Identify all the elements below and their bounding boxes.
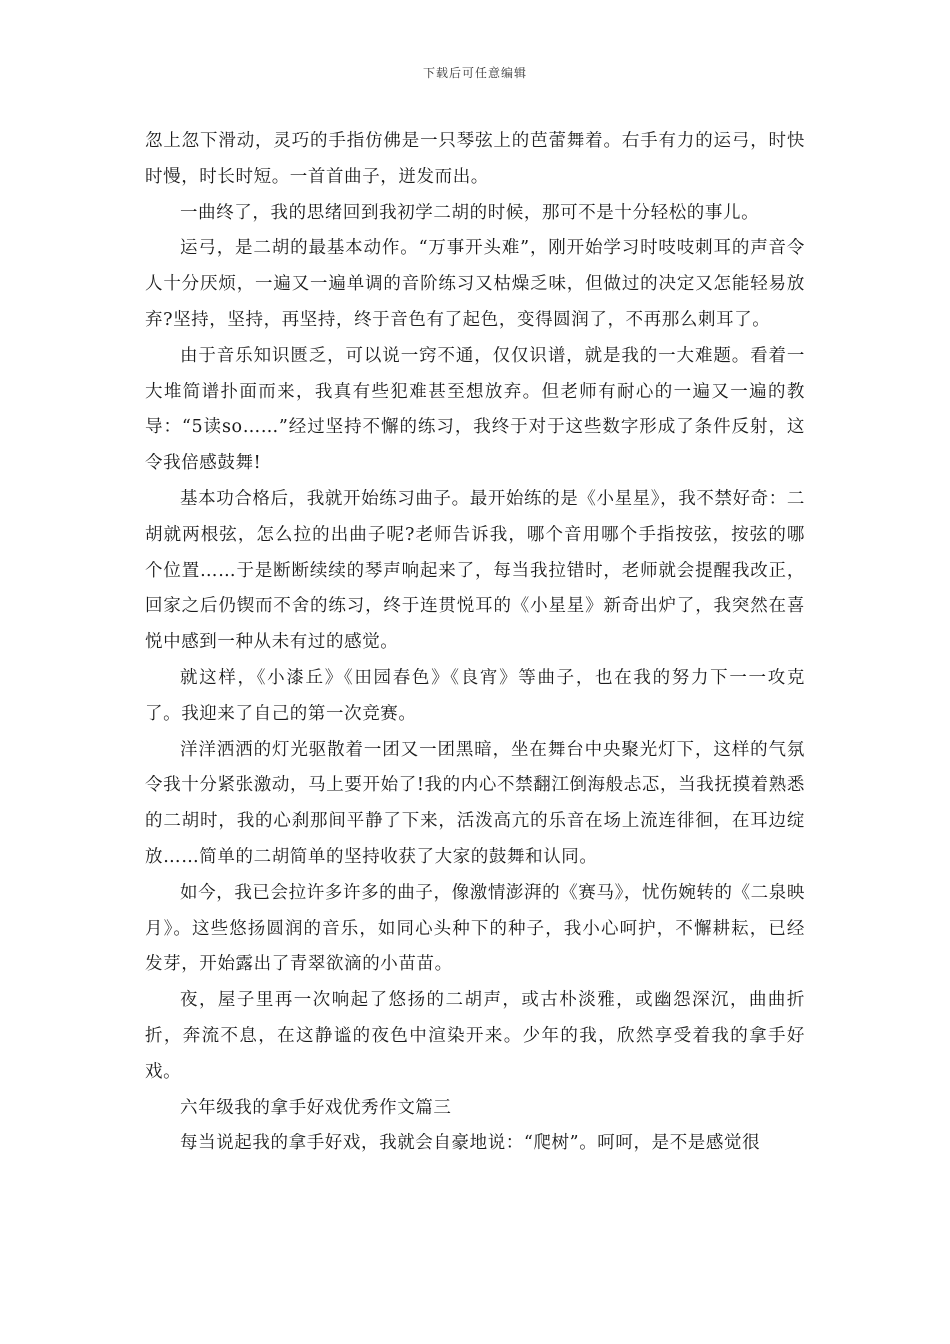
paragraph: 一曲终了，我的思绪回到我初学二胡的时候，那可不是十分轻松的事儿。 xyxy=(180,202,760,223)
paragraph: 由于音乐知识匮乏，可以说一窍不通，仅仅识谱，就是我的一大难题。看着一大堆简谱扑面而来，我真有些犯难甚至想放弃。但老师有耐心的一遍又一遍的教导：“5读so……”经过坚持不懈的练习，我终于对于这些数字形成了条件反射，这令我倍感鼓舞! xyxy=(145,345,805,474)
paragraph: 如今，我已会拉许多许多的曲子，像激情澎湃的《赛马》，忧伤婉转的《二泉映月》。这些悠扬圆润的音乐，如同心头种下的种子，我小心呵护，不懈耕耘，已经发芽，开始露出了青翠欲滴的小苗苗。 xyxy=(145,882,805,975)
section-heading: 六年级我的拿手好戏优秀作文篇三 xyxy=(180,1097,452,1118)
paragraph: 洋洋洒洒的灯光驱散着一团又一团黑暗，坐在舞台中央聚光灯下，这样的气氛令我十分紧张激动，马上要开始了!我的内心不禁翻江倒海般忐忑，当我抚摸着熟悉的二胡时，我的心刹那间平静了下来，活泼高亢的乐音在场上流连徘徊，在耳边绽放……简单的二胡简单的坚持收获了大家的鼓舞和认同。 xyxy=(145,739,805,867)
paragraph: 就这样，《小漆丘》《田园春色》《良宵》等曲子，也在我的努力下一一攻克了。我迎来了自己的第一次竞赛。 xyxy=(145,667,805,724)
page-header: 下载后可任意编辑 xyxy=(422,66,527,80)
paragraph: 夜，屋子里再一次响起了悠扬的二胡声，或古朴淡雅，或幽怨深沉，曲曲折折，奔流不息，在这静谧的夜色中渲染开来。少年的我，欣然享受着我的拿手好戏。 xyxy=(145,990,805,1082)
paragraph: 运弓，是二胡的最基本动作。“万事开头难”，刚开始学习时吱吱刺耳的声音令人十分厌烦，一遍又一遍单调的音阶练习又枯燥乏味，但做过的决定又怎能轻易放弃?坚持，坚持，再坚持，终于音色有了起色，变得圆润了，不再那么刺耳了。 xyxy=(145,238,805,330)
paragraph: 忽上忽下滑动，灵巧的手指仿佛是一只琴弦上的芭蕾舞着。右手有力的运弓，时快时慢，时长时短。一首首曲子，迸发而出。 xyxy=(145,131,805,187)
document-body xyxy=(145,124,805,1162)
paragraph: 每当说起我的拿手好戏，我就会自豪地说：“爬树”。呵呵，是不是感觉很 xyxy=(180,1133,761,1154)
paragraph: 基本功合格后，我就开始练习曲子。最开始练的是《小星星》，我不禁好奇：二胡就两根弦，怎么拉的出曲子呢?老师告诉我，哪个音用哪个手指按弦，按弦的哪个位置……于是断断续续的琴声响起来了，每当我拉错时，老师就会提醒我改正，回家之后仍锲而不舍的练习，终于连贯悦耳的《小星星》新奇出炉了，我突然在喜悦中感到一种从未有过的感觉。 xyxy=(145,488,805,653)
